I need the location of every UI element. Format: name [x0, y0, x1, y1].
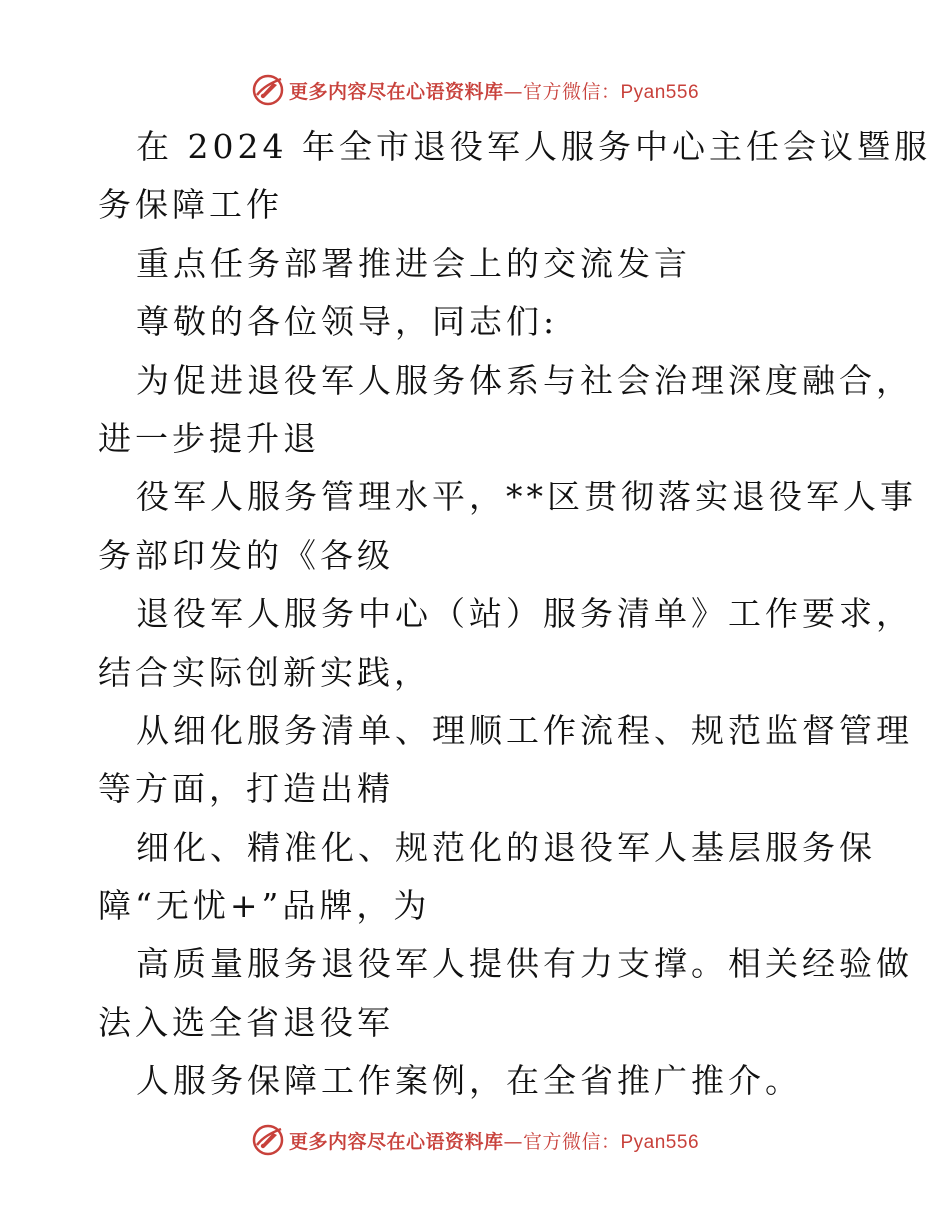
watermark-footer	[0, 1120, 950, 1160]
text-line: 从细化服务清单、理顺工作流程、规范监督管理	[136, 710, 913, 750]
watermark-account: Pyan556	[620, 81, 700, 103]
document-body	[98, 118, 931, 1111]
text-line: 务保障工作	[98, 185, 283, 225]
text-line: 细化、精准化、规范化的退役军人基层服务保	[136, 827, 876, 867]
text-line: 人服务保障工作案例，在全省推广推介。	[136, 1061, 802, 1101]
text-line: 障“无忧+”品牌，为	[98, 886, 431, 926]
text-line: 等方面，打造出精	[98, 769, 394, 809]
watermark-account: Pyan556	[620, 1131, 700, 1153]
text-line: 退役军人服务中心（站）服务清单》工作要求，	[136, 594, 913, 634]
text-line: 进一步提升退	[98, 418, 320, 458]
watermark-suffix: 官方微信：	[522, 1130, 621, 1153]
watermark-dash: —	[503, 80, 523, 103]
text-line: 高质量服务退役军人提供有力支撑。相关经验做	[136, 944, 913, 984]
watermark-header	[0, 70, 950, 110]
pen-logo-icon	[251, 1123, 285, 1157]
text-line: 法入选全省退役军	[98, 1002, 394, 1042]
watermark-dash: —	[503, 1130, 523, 1153]
watermark-suffix: 官方微信：	[522, 80, 621, 103]
text-line: 尊敬的各位领导，同志们:	[136, 302, 559, 342]
watermark-main: 更多内容尽在心语资料库	[288, 80, 504, 103]
text-line: 为促进退役军人服务体系与社会治理深度融合，	[136, 360, 913, 400]
text-line: 役军人服务管理水平，**区贯彻落实退役军人事	[136, 477, 917, 517]
watermark-text	[289, 77, 699, 104]
text-line: 结合实际创新实践，	[98, 652, 431, 692]
watermark-main: 更多内容尽在心语资料库	[288, 1130, 504, 1153]
text-line: 重点任务部署推进会上的交流发言	[136, 243, 691, 283]
text-line: 务部印发的《各级	[98, 535, 394, 575]
text-line: 在 2024 年全市退役军人服务中心主任会议暨服	[136, 127, 931, 166]
pen-logo-icon	[251, 73, 285, 107]
watermark-text	[289, 1127, 699, 1154]
